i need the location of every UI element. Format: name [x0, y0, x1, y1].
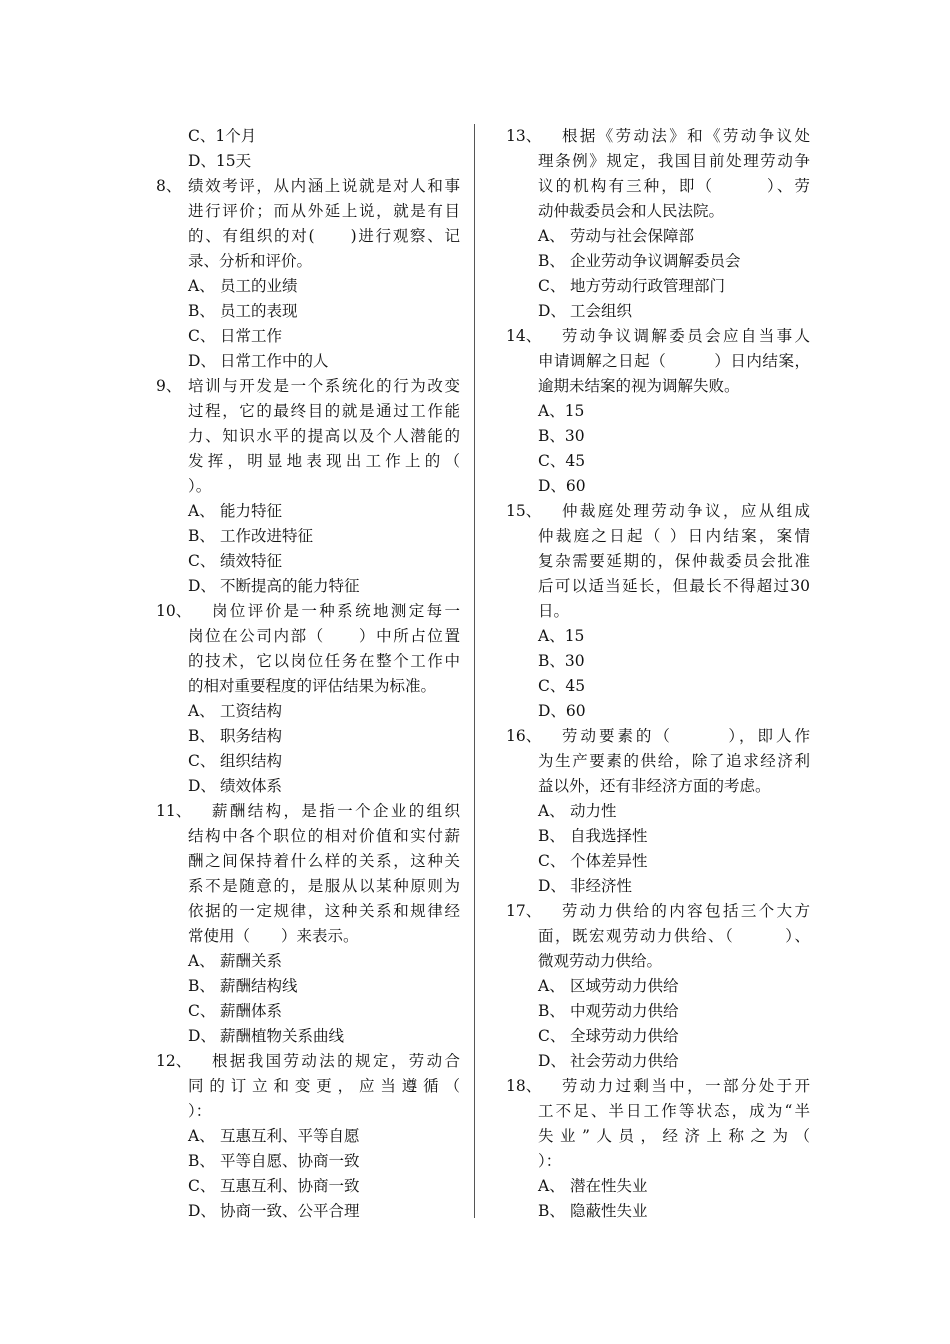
- answer-option: D、15天: [188, 152, 252, 170]
- option-letter: C、: [538, 277, 566, 295]
- question-line: 的技术，它以岗位任务在整个工作中: [188, 652, 460, 670]
- question-line: 申请调解之日起（ ）日内结案，: [538, 352, 810, 370]
- option-text: 非经济性: [570, 877, 633, 895]
- answer-option: C、45: [538, 452, 586, 470]
- question-number: 8、: [156, 177, 182, 195]
- option-text: 能力特征: [220, 502, 283, 520]
- option-letter: A、: [188, 702, 215, 720]
- option-letter: C、: [188, 752, 216, 770]
- question-line: 依据的一定规律，这种关系和规律经: [188, 902, 460, 920]
- question: [156, 374, 460, 599]
- answer-option: [156, 574, 460, 599]
- question-number: 14、: [506, 327, 542, 345]
- answer-option: [156, 749, 460, 774]
- option-text: 绩效体系: [220, 777, 283, 795]
- question-stem-continued: [506, 349, 810, 399]
- question: [506, 899, 810, 1074]
- option-letter: D、: [188, 577, 216, 595]
- answer-option: [506, 299, 810, 324]
- answer-option: [506, 1174, 810, 1199]
- option-text: 互惠互利、协商一致: [220, 1177, 360, 1195]
- question: [506, 1074, 810, 1224]
- question-head: [506, 499, 810, 524]
- answer-option: [156, 699, 460, 724]
- question-line: 根据《劳动法》和《劳动争议处: [562, 127, 810, 145]
- option-letter: C、: [188, 327, 216, 345]
- answer-option: [156, 949, 460, 974]
- question-line: 力、知识水平的提高以及个人潜能的: [188, 427, 460, 445]
- option-letter: D、: [538, 302, 566, 320]
- question-line: ）：: [188, 1102, 212, 1120]
- answer-option: B、30: [538, 427, 585, 445]
- question-head: [506, 324, 810, 349]
- answer-option: [156, 1199, 460, 1224]
- answer-option: [506, 1024, 810, 1049]
- question-stem: [562, 1074, 810, 1099]
- question-number: 9、: [156, 377, 182, 395]
- answer-option: C、1个月: [188, 127, 257, 145]
- option-letter: A、: [538, 227, 565, 245]
- option-text: 隐蔽性失业: [570, 1202, 648, 1220]
- question-head: [156, 374, 460, 499]
- answer-option: [506, 274, 810, 299]
- question-line: 培训与开发是一个系统化的行为改变: [188, 377, 460, 395]
- question-line: 面，既宏观劳动力供给、（ ）、: [538, 927, 810, 945]
- option-text: 中观劳动力供给: [570, 1002, 679, 1020]
- question: [156, 599, 460, 799]
- option-text: 互惠互利、平等自愿: [220, 1127, 360, 1145]
- question-stem: [562, 499, 810, 524]
- question-line: 进行评价；而从外延上说，就是有目: [188, 202, 460, 220]
- option-letter: B、: [188, 527, 215, 545]
- answer-option: [156, 274, 460, 299]
- question-line: 根据我国劳动法的规定，劳动合: [212, 1052, 460, 1070]
- question-line: 失业”人员，经济上称之为（: [538, 1127, 810, 1145]
- option-letter: D、: [188, 1027, 216, 1045]
- question-head: [156, 799, 460, 824]
- option-text: 潜在性失业: [570, 1177, 648, 1195]
- option-letter: A、: [188, 502, 215, 520]
- answer-option: [156, 324, 460, 349]
- question-line: 岗位评价是一种系统地测定每一: [212, 602, 460, 620]
- answer-option: [156, 549, 460, 574]
- question-line: 发挥，明显地表现出工作上的（: [188, 452, 460, 470]
- answer-option: B、30: [538, 652, 585, 670]
- question-stem: [562, 324, 810, 349]
- option-letter: B、: [538, 252, 565, 270]
- question-line: 工不足、半日工作等状态，成为“半: [538, 1102, 810, 1120]
- option-letter: B、: [538, 1202, 565, 1220]
- question: [506, 324, 810, 499]
- question-line: 日。: [538, 602, 570, 620]
- option-text: 员工的表现: [220, 302, 298, 320]
- option-text: 协商一致、公平合理: [220, 1202, 360, 1220]
- option-letter: A、: [188, 277, 215, 295]
- question-line: 岗位在公司内部（ ）中所占位置: [188, 627, 460, 645]
- option-letter: A、: [538, 1177, 565, 1195]
- question-line: 微观劳动力供给。: [538, 952, 663, 970]
- question-stem: [212, 599, 460, 624]
- question-line: 仲裁庭处理劳动争议，应从组成: [562, 502, 810, 520]
- answer-option: D、60: [538, 477, 586, 495]
- question-head: [506, 899, 810, 924]
- option-text: 薪酬植物关系曲线: [220, 1027, 345, 1045]
- option-text: 组织结构: [220, 752, 283, 770]
- option-letter: C、: [188, 552, 216, 570]
- option-text: 全球劳动力供给: [570, 1027, 679, 1045]
- option-letter: C、: [538, 1027, 566, 1045]
- question-number: 15、: [506, 502, 542, 520]
- question: [156, 799, 460, 1049]
- question-number: 11、: [156, 802, 192, 820]
- option-letter: C、: [188, 1002, 216, 1020]
- question-number: 10、: [156, 602, 192, 620]
- question-head: [506, 124, 810, 149]
- option-text: 劳动与社会保障部: [570, 227, 695, 245]
- option-letter: D、: [188, 352, 216, 370]
- option-text: 企业劳动争议调解委员会: [570, 252, 741, 270]
- option-text: 薪酬结构线: [220, 977, 298, 995]
- question-line: 常使用（ ）来表示。: [188, 927, 359, 945]
- question-number: 18、: [506, 1077, 542, 1095]
- option-text: 职务结构: [220, 727, 283, 745]
- option-text: 绩效特征: [220, 552, 283, 570]
- option-text: 日常工作中的人: [220, 352, 329, 370]
- option-text: 不断提高的能力特征: [220, 577, 360, 595]
- question-stem: [188, 174, 460, 274]
- option-text: 日常工作: [220, 327, 283, 345]
- option-letter: D、: [188, 1202, 216, 1220]
- option-letter: B、: [538, 1002, 565, 1020]
- question-line: 议的机构有三种，即（ ）、劳: [538, 177, 810, 195]
- option-letter: B、: [188, 302, 215, 320]
- question: [156, 1049, 460, 1224]
- question-line: 的相对重要程度的评估结果为标准。: [188, 677, 437, 695]
- question-line: 录、分析和评价。: [188, 252, 313, 270]
- question: [156, 174, 460, 374]
- question-line: 系不是随意的，是服从以某种原则为: [188, 877, 460, 895]
- question-number: 17、: [506, 902, 542, 920]
- question-stem: [188, 374, 460, 499]
- question-line: 益以外，还有非经济方面的考虑。: [538, 777, 771, 795]
- question-stem-continued: [156, 624, 460, 699]
- answer-option: [506, 1199, 810, 1224]
- question: [506, 724, 810, 899]
- option-letter: B、: [188, 727, 215, 745]
- option-text: 工作改进特征: [220, 527, 314, 545]
- question-line: 绩效考评，从内涵上说就是对人和事: [188, 177, 460, 195]
- question-line: 为生产要素的供给，除了追求经济利: [538, 752, 810, 770]
- answer-option: [156, 349, 460, 374]
- option-text: 平等自愿、协商一致: [220, 1152, 360, 1170]
- question-stem: [562, 124, 810, 149]
- answer-option: [156, 524, 460, 549]
- answer-option: [506, 224, 810, 249]
- option-letter: C、: [188, 1177, 216, 1195]
- option-text: 区域劳动力供给: [570, 977, 679, 995]
- question-stem-continued: [506, 1099, 810, 1174]
- column-divider: [474, 124, 475, 1218]
- question-stem-continued: [506, 524, 810, 624]
- answer-option: [156, 1174, 460, 1199]
- answer-option: [506, 849, 810, 874]
- question-stem-continued: [506, 924, 810, 974]
- question-head: [156, 174, 460, 274]
- option-letter: B、: [188, 1152, 215, 1170]
- answer-option: [156, 299, 460, 324]
- option-letter: C、: [538, 852, 566, 870]
- option-letter: A、: [538, 802, 565, 820]
- option-letter: A、: [188, 1127, 215, 1145]
- option-letter: A、: [188, 952, 215, 970]
- answer-option: [506, 824, 810, 849]
- option-text: 工会组织: [570, 302, 633, 320]
- question-line: 劳动争议调解委员会应自当事人: [562, 327, 810, 345]
- question-stem: [562, 899, 810, 924]
- question: [506, 499, 810, 724]
- answer-option: D、60: [538, 702, 586, 720]
- answer-option: [506, 874, 810, 899]
- option-letter: D、: [538, 1052, 566, 1070]
- answer-option: [506, 1049, 810, 1074]
- question-head: [506, 724, 810, 749]
- answer-option: [156, 999, 460, 1024]
- question-line: 薪酬结构，是指一个企业的组织: [212, 802, 460, 820]
- question-line: 复杂需要延期的，保仲裁委员会批准: [538, 552, 810, 570]
- question-line: 劳动要素的（ ），即人作: [562, 727, 810, 745]
- question-line: 酬之间保持着什么样的关系，这种关: [188, 852, 460, 870]
- option-text: 薪酬关系: [220, 952, 283, 970]
- question-head: [156, 599, 460, 624]
- question-line: 劳动力供给的内容包括三个大方: [562, 902, 810, 920]
- answer-option: [506, 799, 810, 824]
- question-line: 后可以适当延长，但最长不得超过30: [538, 577, 810, 595]
- answer-option: [156, 1149, 460, 1174]
- answer-option: A、15: [538, 402, 585, 420]
- option-letter: D、: [188, 777, 216, 795]
- question-number: 13、: [506, 127, 542, 145]
- answer-option: [506, 974, 810, 999]
- option-letter: B、: [188, 977, 215, 995]
- question-stem-continued: [156, 1074, 460, 1124]
- question-line: 动仲裁委员会和人民法院。: [538, 202, 725, 220]
- question-number: 12、: [156, 1052, 192, 1070]
- question-line: 结构中各个职位的相对价值和实付薪: [188, 827, 460, 845]
- question-head: [156, 1049, 460, 1074]
- answer-option: [506, 999, 810, 1024]
- answer-option: [156, 499, 460, 524]
- answer-option: [156, 774, 460, 799]
- question-line: 同的订立和变更，应当遵循（: [188, 1077, 460, 1095]
- option-text: 动力性: [570, 802, 617, 820]
- option-text: 个体差异性: [570, 852, 648, 870]
- answer-option: [156, 1024, 460, 1049]
- question-line: 劳动力过剩当中，一部分处于开: [562, 1077, 810, 1095]
- option-text: 员工的业绩: [220, 277, 298, 295]
- answer-option: [156, 974, 460, 999]
- answer-option: [506, 249, 810, 274]
- question-stem: [212, 799, 460, 824]
- option-letter: A、: [538, 977, 565, 995]
- question-line: 过程，它的最终目的就是通过工作能: [188, 402, 460, 420]
- option-text: 薪酬体系: [220, 1002, 283, 1020]
- question-stem: [212, 1049, 460, 1074]
- option-text: 社会劳动力供给: [570, 1052, 679, 1070]
- question-head: [506, 1074, 810, 1099]
- question-number: 16、: [506, 727, 542, 745]
- question-line: ）。: [188, 477, 212, 495]
- question-stem-continued: [506, 149, 810, 224]
- option-text: 工资结构: [220, 702, 283, 720]
- question-line: 逾期未结案的视为调解失败。: [538, 377, 740, 395]
- answer-option: [156, 724, 460, 749]
- question-line: 理条例》规定，我国目前处理劳动争: [538, 152, 810, 170]
- question-line: 仲裁庭之日起（ ）日内结案，案情: [538, 527, 810, 545]
- option-letter: D、: [538, 877, 566, 895]
- question-stem: [562, 724, 810, 749]
- option-letter: B、: [538, 827, 565, 845]
- question-stem-continued: [506, 749, 810, 799]
- question-line: 的、有组织的对( )进行观察、记: [188, 227, 460, 245]
- option-text: 地方劳动行政管理部门: [570, 277, 726, 295]
- question-stem-continued: [156, 824, 460, 949]
- left-column: [156, 124, 460, 1224]
- right-column: [506, 124, 810, 1224]
- answer-option: A、15: [538, 627, 585, 645]
- option-text: 自我选择性: [570, 827, 648, 845]
- question: [506, 124, 810, 324]
- answer-option: [156, 1124, 460, 1149]
- question-line: ）：: [538, 1152, 562, 1170]
- answer-option: C、45: [538, 677, 586, 695]
